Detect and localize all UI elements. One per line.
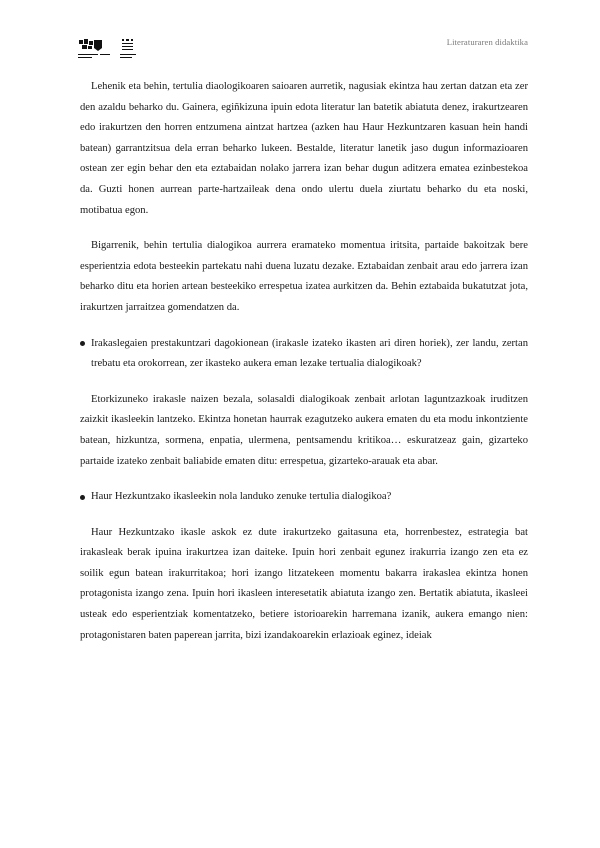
paragraph-2: Bigarrenik, behin tertulia dialogikoa aurrera eramateko momentua iritsita, partaide bakoitzak bere esperientzia edota besteekin partekatu nahi duena luzatu dezake. Eztabaidan zenbait arau edo jarrera izan beharko ditu eta horien artean besteekiko errespetua izatea aurkitzen da. Behin eztabaida bukatutzat jota, irakurtzen jarraitzea gomendatzen da. <box>80 240 528 313</box>
university-logo <box>78 38 168 64</box>
bullet-question-1-text: Irakaslegaien prestakuntzari dagokionean (irakasle izateko ikasten ari diren horiek), zer landu, zertan trebatu eta orokorrean, zer ikasteko aukera eman lezake tertualia dialogikoak? <box>91 337 528 370</box>
running-header-title: Literaturaren didaktika <box>446 37 528 47</box>
bullet-question-2-text: Haur Hezkuntzako ikasleekin nola landuko zenuke tertulia dialogikoa? <box>91 491 392 503</box>
bullet-question-2 <box>80 487 528 508</box>
bullet-dot-icon <box>80 341 85 346</box>
paragraph-3: Etorkizuneko irakasle naizen bezala, solasaldi dialogikoak zenbait arlotan laguntzazkoak iruditzen zaizkit ikasleekin lantzeko. Ekintza honetan haurrak ezagutzeko aukera ematen du eta modu inkontziente batean, hizkuntza, sormena, enpatia, ulermena, pentsamendu kritikoa… eskuratzeaz gain, gizarteko partaide izateko zenbait baliabide ematen ditu: errespetua, gizarteko-arauak eta abar. <box>80 393 528 467</box>
bullet-question-1 <box>80 334 528 375</box>
document-body <box>80 77 528 661</box>
bullet-dot-icon <box>80 495 85 500</box>
paragraph-1: Lehenik eta behin, tertulia diaologikoaren saioaren aurretik, nagusiak ekintza hau zertan datzan eta zer den azaldu beharko du. Gainera, egiñkizuna ipuin edota literatur lan batetik abiatuta denez, irakurtzearen edo irakurtzen den horren entzumena aintzat hartzea (azken hau Haur Hezkuntzaren kasuan hein handi batean) garrantzitsua dela erran beharko lukeen. Bestalde, literatur lanetik jaso dugun informazioaren ostean zer egin behar den eta eztabaidan nolako jarrera izan behar dugun aditzera ematea ezinbestekoa da. Guzti honen aurrean parte-hartzaileak dena ondo ulertu duela ziurtatu beharko du eta noski, motibatua egon. <box>80 81 528 216</box>
paragraph-4: Haur Hezkuntzako ikasle askok ez dute irakurtzeko gaitasuna eta, horrenbestez, estrategia bat irakasleak berak ipuina irakurtzea izan daiteke. Ipuin hori zenbait egunez irakurria izango zen eta ez soilik egun batean irakurritakoa; hori izango litzatekeen momentu bakarra irakaslea ekintza honen protagonista izango zena. Ipuin hori ikasleen interesetatik abiatuta izango zen. Bertatik abiatuta, ikasleei usteak edo esperientziak komentatzeko, betiere istorioarekin harremana izanik, aukera emango nien: protagonistaren baten paperean jarrita, bizi izandakoarekin erlazioak eginez, ideiak <box>80 526 528 641</box>
